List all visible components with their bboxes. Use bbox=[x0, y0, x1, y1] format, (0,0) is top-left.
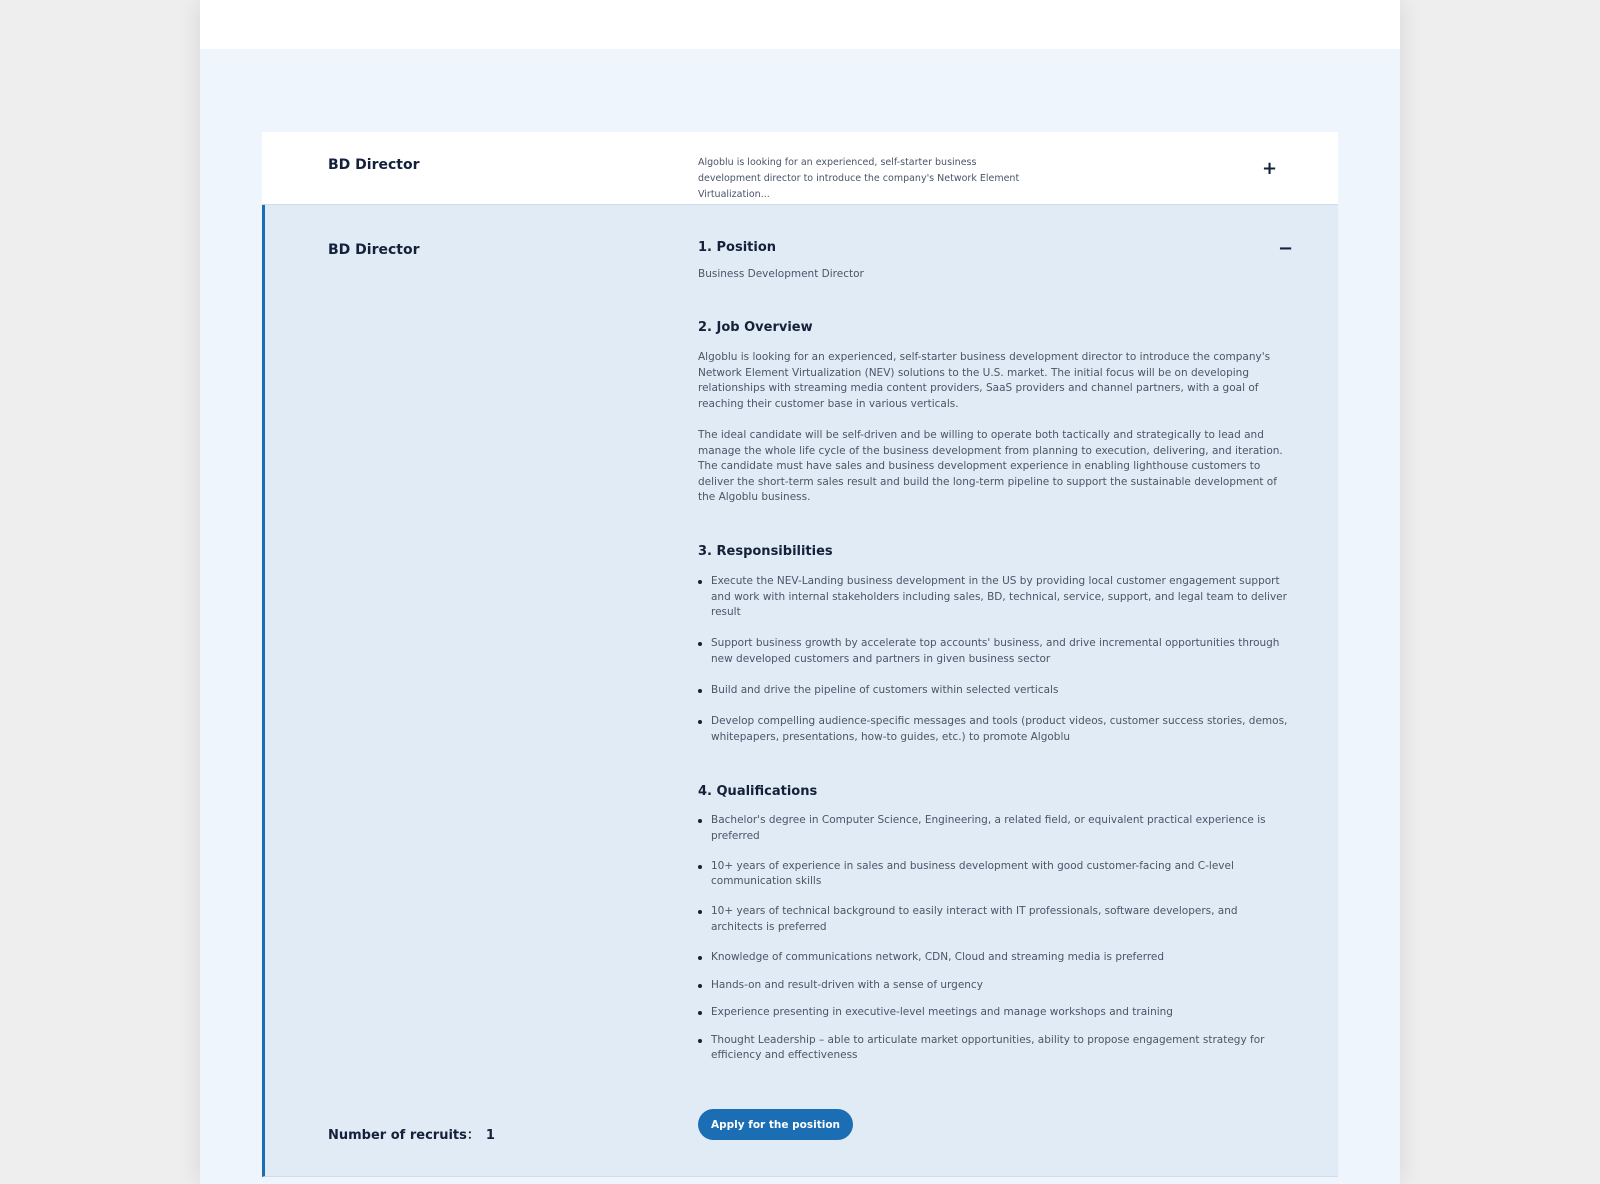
list-item: Bachelor's degree in Computer Science, Engineering, a related field, or equivalent practical experience is preferred bbox=[698, 813, 1288, 844]
list-item: 10+ years of experience in sales and business development with good customer-facing and C-level communication skills bbox=[698, 859, 1288, 890]
position-heading: 1. Position bbox=[698, 240, 777, 255]
qualifications-list bbox=[698, 813, 1288, 1064]
top-header-bar bbox=[200, 0, 1400, 49]
careers-page bbox=[200, 0, 1400, 1184]
responsibilities-heading: 3. Responsibilities bbox=[698, 544, 833, 559]
responsibilities-list bbox=[698, 574, 1288, 746]
job-summary: Algoblu is looking for an experienced, self-starter business development director to introduce the company's Network Element Virtualization... bbox=[698, 157, 1020, 200]
expand-icon[interactable]: + bbox=[1262, 158, 1278, 179]
recruits-label: Number of recruits： bbox=[328, 1128, 480, 1143]
list-item: Hands-on and result-driven with a sense of urgency bbox=[698, 978, 1288, 994]
apply-button[interactable]: Apply for the position bbox=[698, 1109, 853, 1140]
overview-paragraph: Algoblu is looking for an experienced, self-starter business development director to introduce the company's Network Element Virtualization (NEV) solutions to the U.S. market. The initial focus will be on developing relationships with streaming media content providers, SaaS providers and channel partners, with a goal of reaching their customer base in various verticals. bbox=[698, 351, 1271, 410]
job-title: BD Director bbox=[328, 242, 420, 258]
position-text: Business Development Director bbox=[698, 268, 864, 280]
list-item: 10+ years of technical background to easily interact with IT professionals, software developers, and architects is preferred bbox=[698, 904, 1288, 935]
list-item: Support business growth by accelerate top accounts' business, and drive incremental opportunities through new developed customers and partners in given business sector bbox=[698, 636, 1288, 667]
job-item-expanded bbox=[262, 205, 1338, 1177]
list-item: Develop compelling audience-specific messages and tools (product videos, customer success stories, demos, whitepapers, presentations, how-to guides, etc.) to promote Algoblu bbox=[698, 714, 1288, 745]
overview-heading: 2. Job Overview bbox=[698, 320, 813, 335]
list-item: Execute the NEV-Landing business development in the US by providing local customer engagement support and work with internal stakeholders including sales, BD, technical, service, support, and legal team to deliver result bbox=[698, 574, 1288, 621]
job-item-collapsed[interactable] bbox=[262, 132, 1338, 205]
job-title: BD Director bbox=[328, 157, 420, 173]
overview-paragraph: The ideal candidate will be self-driven and be willing to operate both tactically and strategically to lead and manage the whole life cycle of the business development from planning to execution, delivering, and iteration. The candidate must have sales and business development experience in enabling lighthouse customers to deliver the short-term sales result and build the long-term pipeline to support the sustainable development of the Algoblu business. bbox=[698, 429, 1283, 504]
list-item: Knowledge of communications network, CDN, Cloud and streaming media is preferred bbox=[698, 950, 1288, 966]
list-item: Build and drive the pipeline of customers within selected verticals bbox=[698, 683, 1288, 699]
recruits-count bbox=[328, 1124, 495, 1143]
list-item: Thought Leadership – able to articulate market opportunities, ability to propose engagement strategy for efficiency and effectiveness bbox=[698, 1033, 1288, 1064]
collapse-icon[interactable]: − bbox=[1278, 238, 1294, 259]
recruits-value: 1 bbox=[485, 1128, 495, 1143]
list-item: Experience presenting in executive-level meetings and manage workshops and training bbox=[698, 1005, 1288, 1021]
qualifications-heading: 4. Qualifications bbox=[698, 784, 818, 799]
